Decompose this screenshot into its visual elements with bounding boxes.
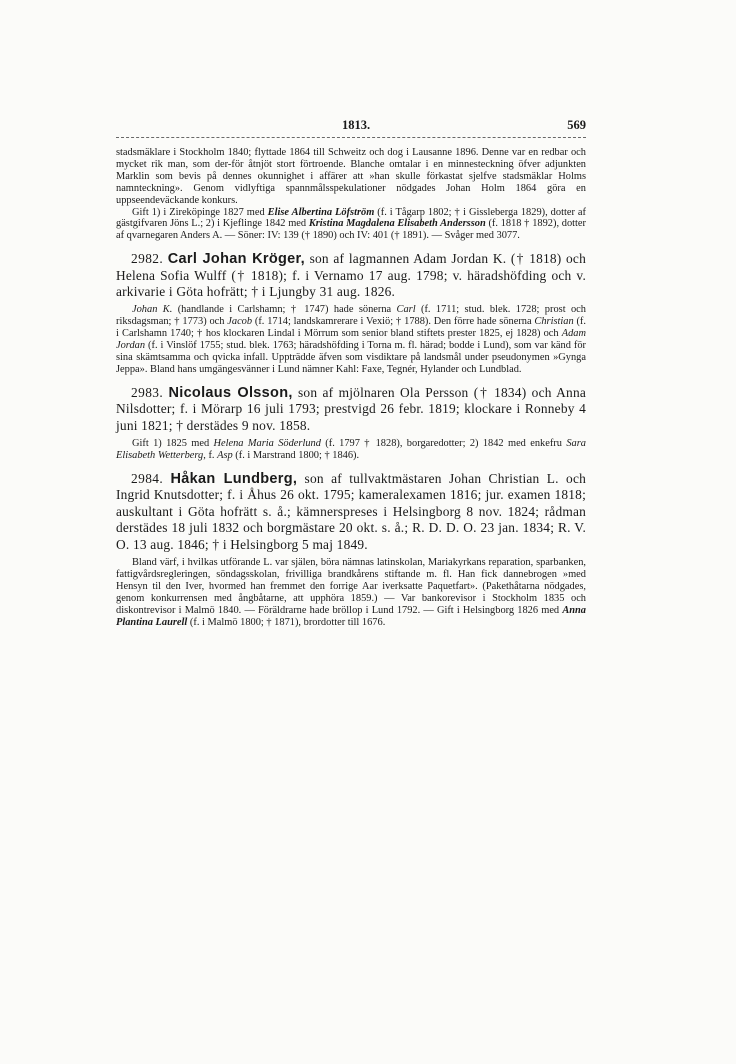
page <box>116 116 586 628</box>
page-header <box>116 116 586 136</box>
entry-number: 2984. <box>131 470 164 486</box>
entry-2983: 2983. Nicolaus Olsson, son af mjölnaren Ola Persson († 1834) och Anna Nilsdotter; f. i Mörarp 16 juli 1793; prestvigd 26 febr. 1819; klockare i Ronneby 4 juni 1821; † derstädes 9 nov. 1858. <box>116 384 586 433</box>
entry-name: Nicolaus Olsson, <box>168 384 293 401</box>
header-year: 1813. <box>342 118 371 132</box>
entry-2982-notes: Johan K. (handlande i Carlshamn; † 1747) hade sönerna Carl (f. 1711; stud. blek. 1728; prost och riksdagsman; † 1773) och Jacob (f. 1714; landskamrerare i Vexiö; † 1788). Den förre hade sönerna Christian (f. i Carlshamn 1740; † hos klockaren Lindal i Mörrum som senior bland stiftets prester 1825, ej 1828) och Adam Jordan (f. i Vinslöf 1755; stud. blek. 1763; häradshöfding i Torna m. fl. härad; bodde i Lund), som var känd för sina skämtsamma och qvicka infall. Uppträdde äfven som visdiktare på landsmål under pseudonymen »Gynga Jeppa». Bland hans umgängesvänner i Lund nämner Kahl: Faxe, Tegnér, Hylander och Lundblad. <box>116 304 586 375</box>
entry-number: 2982. <box>131 251 164 267</box>
entry-2984: 2984. Håkan Lundberg, son af tullvaktmästaren Johan Christian L. och Ingrid Knutsdotter; f. i Åhus 26 okt. 1795; kameralexamen 1816; jur. examen 1818; auskultant i Göta hofrätt s. å.; kämnerspreses i Helsingborg 8 nov. 1824; rådman derstädes 18 juli 1832 och borgmästare 20 okt. s. å.; R. D. D. O. 23 jan. 1834; R. V. O. 13 aug. 1846; † i Helsingborg 5 maj 1849. <box>116 470 586 552</box>
entry-2984-notes: Bland värf, i hvilkas utförande L. var själen, böra nämnas latinskolan, Mariakyrkans reparation, sparbanken, fattigvårdsregleringen, söndagsskolan, frivilliga brandkårens stiftande m. fl. Han fick dannebrogen »med Hensyn til den Iver, hvormed han fremmet den forrige Aar iverksatte Paquetfart». (Pakethåtarna nödgades, genom konkurrensen med ångbåtarne, att upphöra 1859.) — Var bankorevisor i Stockholm 1835 och diskontrevisor i Malmö 1840. — Föräldrarne hade bröllop i Lund 1792. — Gift i Helsingborg 1826 med Anna Plantina Laurell (f. i Malmö 1800; † 1871), brordotter till 1676. <box>116 556 586 628</box>
spouse-name: Elise Albertina Löfström <box>267 206 375 218</box>
page-number: 569 <box>567 118 586 132</box>
marriage-paragraph: Gift 1) i Zireköpinge 1827 med Elise Albertina Löfström (f. i Tågarp 1802; † i Gissleberga 1829), dotter af gästgifvaren Jöns L.; 2) i Kjeflinge 1842 med Kristina Magdalena Elisabeth Andersson (f. 1818 † 1892), dotter af qvarnegaren Anders A. — Söner: IV: 139 († 1890) och IV: 401 († 1891). — Svåger med 3077. <box>116 206 586 242</box>
spouse-name: Kristina Magdalena Elisabeth Andersson <box>308 218 486 230</box>
entry-2982: 2982. Carl Johan Kröger, son af lagmannen Adam Jordan K. († 1818) och Helena Sofia Wulff († 1818); f. i Vernamo 17 aug. 1798; v. häradshöfding och v. arkivarie i Göta hofrätt; † i Ljungby 31 aug. 1826. <box>116 251 586 300</box>
entry-name: Håkan Lundberg, <box>170 470 298 487</box>
entry-number: 2983. <box>131 384 164 400</box>
entry-name: Carl Johan Kröger, <box>167 251 305 268</box>
continued-paragraph: stadsmäklare i Stockholm 1840; flyttade 1864 till Schweitz och dog i Lausanne 1896. Denne var en redbar och mycket rik man, som der-för åtnjöt stort förtroende. Blanche omtalar i en minnesteckning öfver adjunkten Marklin som bevis på dennes okunnighet i affärer att »han skulle förkastat sjelfve stadsmäklar Holms namnteckning». Genom vidlyftiga spannmålsspekulationer nödgades Johan Holm 1864 göra en uppseendeväckande konkurs. <box>116 147 586 206</box>
entry-2983-notes: Gift 1) 1825 med Helena Maria Söderlund (f. 1797 † 1828), borgaredotter; 2) 1842 med enkefru Sara Elisabeth Wetterberg, f. Asp (f. i Marstrand 1800; † 1846). <box>116 438 586 462</box>
header-rule <box>116 137 586 139</box>
